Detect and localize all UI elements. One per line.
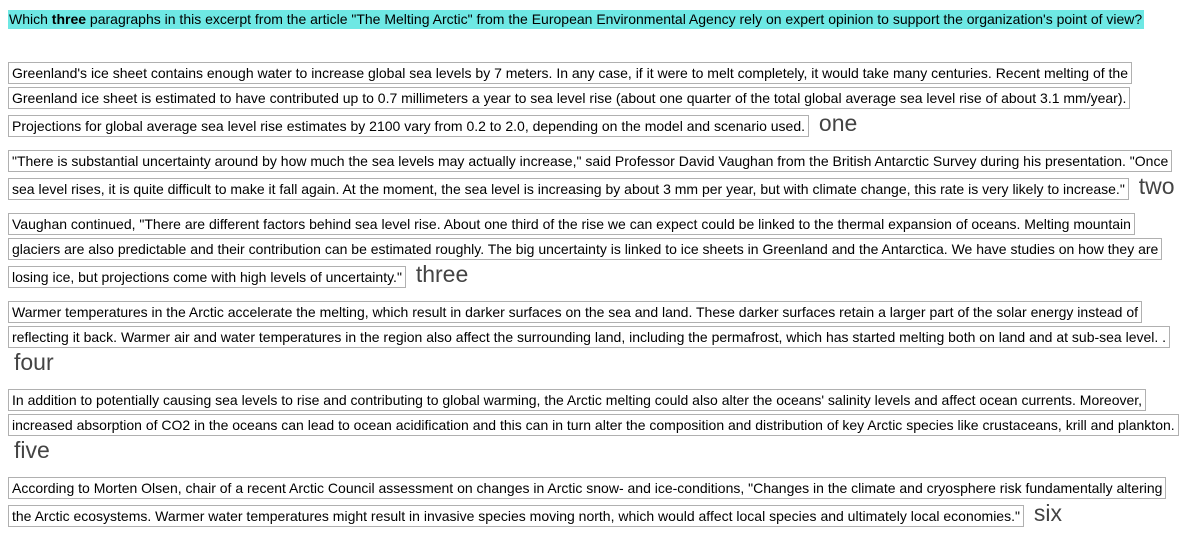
paragraph-row-2 — [8, 149, 1182, 202]
paragraph-row-5 — [8, 388, 1182, 466]
paragraph-text-2[interactable]: "There is substantial uncertainty around by how much the sea levels may actually increase," said Professor David Vaughan from the British Antarctic Survey during his presentation. "Once sea level rises, it is quite difficult to make it fall again. At the moment, the sea level is increasing by about 3 mm per year, but with climate change, this rate is very likely to increase." — [8, 150, 1172, 200]
paragraph-text-3[interactable]: Vaughan continued, "There are different factors behind sea level rise. About one third of the rise we can expect could be linked to the thermal expansion of oceans. Melting mountain glaciers are also predictable and their contribution can be estimated roughly. The big uncertainty is linked to ice sheets in Greenland and the Antarctica. We have studies on how they are losing ice, but projections come with high levels of uncertainty." — [8, 213, 1162, 288]
question-bold-word: three — [51, 11, 87, 27]
paragraph-text-4[interactable]: Warmer temperatures in the Arctic accelerate the melting, which result in darker surfaces on the sea and land. These darker surfaces retain a larger part of the solar energy instead of reflecting it back. Warmer air and water temperatures in the region also affect the surrounding land, including the permafrost, which has started melting both on land and at sub-sea level. . — [8, 301, 1170, 348]
question-suffix: paragraphs in this excerpt from the article "The Melting Arctic" from the European Environmental Agency rely on expert opinion to support the organization's point of view? — [86, 11, 1143, 27]
paragraph-row-6 — [8, 476, 1182, 529]
paragraph-text-1[interactable]: Greenland's ice sheet contains enough water to increase global sea levels by 7 meters. In any case, if it were to melt completely, it would take many centuries. Recent melting of the Greenland ice sheet is estimated to have contributed up to 0.7 millimeters a year to sea level rise (about one quarter of the total global average sea level rise of about 3.1 mm/year). Projections for global average sea level rise estimates by 2100 vary from 0.2 to 2.0, depending on the model and scenario used. — [8, 62, 1132, 137]
paragraph-text-5[interactable]: In addition to potentially causing sea levels to rise and contributing to global warming, the Arctic melting could also alter the oceans' salinity levels and affect ocean currents. Moreover, increased absorption of CO2 in the oceans can lead to ocean acidification and this can in turn alter the composition and distribution of key Arctic species like crustaceans, krill and plankton. — [8, 389, 1179, 436]
paragraph-row-1 — [8, 61, 1182, 139]
question — [8, 10, 1182, 29]
paragraph-label-3: three — [415, 261, 469, 287]
paragraph-row-4 — [8, 300, 1182, 378]
paragraph-text-6[interactable]: According to Morten Olsen, chair of a recent Arctic Council assessment on changes in Arctic snow- and ice-conditions, "Changes in the climate and cryosphere risk fundamentally altering the Arctic ecosystems. Warmer water temperatures might result in invasive species moving north, which would affect local species and ultimately local economies." — [8, 477, 1166, 527]
paragraph-label-1: one — [818, 110, 858, 136]
paragraph-label-5: five — [14, 437, 50, 463]
paragraph-label-4: four — [14, 349, 54, 375]
paragraph-row-3 — [8, 212, 1182, 290]
paragraph-label-6: six — [1033, 500, 1062, 526]
question-highlight — [8, 10, 1144, 29]
question-prefix: Which — [9, 11, 52, 27]
paragraph-label-2: two — [1138, 173, 1175, 199]
